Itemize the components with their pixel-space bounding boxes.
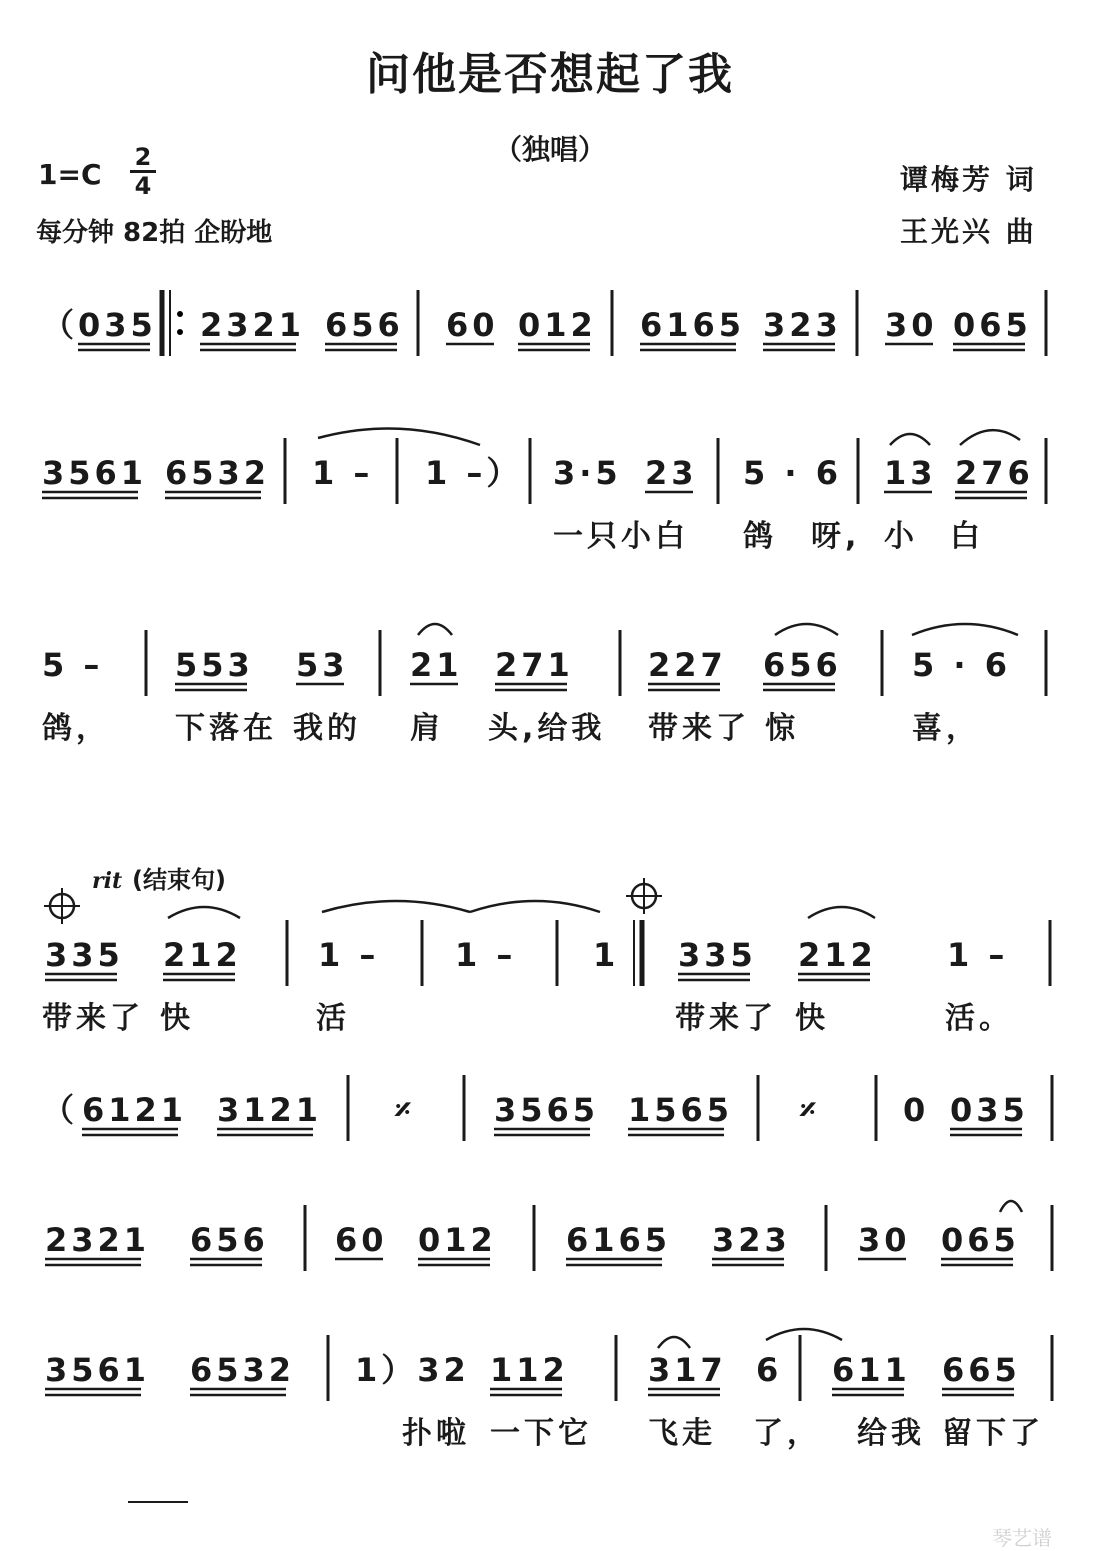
composer-credit: 王光兴 曲 [900,215,1037,248]
note-group: 3561 [45,1351,151,1389]
note-group: 5 · 6 [743,454,842,492]
note-group: 035 [950,1091,1029,1129]
lyric-text: 留下了 [942,1416,1044,1451]
lyric-text: 肩 [410,711,444,746]
slur-arc [658,1337,690,1348]
lyric-text: 我的 [293,711,361,746]
watermark-logo: 琴艺谱 [992,1526,1052,1550]
performance-type: （独唱） [493,133,606,166]
slur-arc [418,624,452,635]
note-group: 112 [490,1351,569,1389]
note-group: 1 – [312,454,374,492]
note-group: 0 [903,1091,930,1129]
lyric-text: 头,给我 [488,711,606,746]
note-group: 5 – [42,646,104,684]
note-group: 2321 [200,306,306,344]
note-group: 276 [955,454,1034,492]
slur-arc [766,1329,842,1340]
note-group: 553 [175,646,254,684]
note-group: 3565 [494,1091,600,1129]
slur-arc [318,429,480,445]
slur-arc [322,901,470,912]
lyric-text: 飞走 [648,1416,716,1451]
note-group: 656 [763,646,842,684]
note-group: 6532 [190,1351,296,1389]
note-group: 1 – [947,936,1009,974]
note-group: 065 [941,1221,1020,1259]
lyric-text: 一只小白 [553,519,689,554]
note-group: 3561 [42,454,148,492]
note-group: 012 [418,1221,497,1259]
lyric-text: 给我 [857,1416,925,1451]
slur-arc [960,430,1020,445]
note-group: 3·5 [553,454,622,492]
note-group: 212 [798,936,877,974]
time-signature-bottom: 4 [134,172,152,200]
note-group: 035 [78,306,157,344]
note-group: 1 – [318,936,380,974]
footer-line [128,1501,188,1503]
slur-arc [890,434,930,445]
lyric-text: 带来了 [648,711,750,746]
lyric-text: 鸽 [743,519,777,554]
note-group: 335 [45,936,124,974]
lyric-text: 白 [950,519,984,554]
lyric-text: 下落在 [175,711,277,746]
lyric-text: 带来了 [675,1001,777,1036]
slur-arc [808,907,875,918]
note-group: 212 [163,936,242,974]
note-group: 6 [756,1351,783,1389]
note-group: 611 [832,1351,911,1389]
note-group: 6121 [82,1091,188,1129]
note-group: 323 [763,306,842,344]
note-group: 317 [648,1351,727,1389]
note-group: 5 · 6 [912,646,1011,684]
tempo-marking: 每分钟 82拍 企盼地 [36,218,273,248]
time-signature-top: 2 [134,143,152,171]
note-group: 012 [518,306,597,344]
note-group: 065 [953,306,1032,344]
note-group: 656 [190,1221,269,1259]
note-group: 𝄎 [800,1091,820,1129]
note-group: 1）32 [355,1351,470,1389]
slur-arc [470,901,600,912]
lyric-text: 活。 [945,1001,1013,1036]
note-group: 1 –） [425,454,523,492]
note-group: 30 [885,306,938,344]
lyric-text: 鸽， [42,711,110,746]
note-group: 335 [678,936,757,974]
note-group: 13 [884,454,937,492]
note-group: 656 [325,306,404,344]
note-group: 6165 [640,306,746,344]
note-group: 2321 [45,1221,151,1259]
note-group: 1565 [628,1091,734,1129]
note-group: 6532 [165,454,271,492]
ending-note: (结束句) [132,866,226,894]
note-group: 53 [296,646,349,684]
lyric-text: 小 [884,519,918,554]
note-group: （ [42,306,79,344]
lyric-text: 快 [795,1001,829,1036]
note-group: 3121 [217,1091,323,1129]
lyric-text: 喜， [912,711,980,746]
note-group: 30 [858,1221,911,1259]
note-group: （ [42,1091,79,1129]
note-group: 271 [495,646,574,684]
note-group: 665 [942,1351,1021,1389]
note-group: 6165 [566,1221,672,1259]
lyric-text: 活 [316,1001,350,1036]
note-group: 21 [410,646,463,684]
ritardando-marking: rit [92,868,123,894]
note-group: 60 [446,306,499,344]
lyric-text: 了， [753,1416,821,1451]
lyric-text: 呀, [811,519,861,554]
lyric-text: 带来了 [42,1001,144,1036]
note-group: 𝄎 [395,1091,415,1129]
slur-arc [1000,1201,1022,1212]
note-group: 227 [648,646,727,684]
note-group: 1 [593,936,620,974]
note-group: 23 [645,454,698,492]
note-group: 323 [712,1221,791,1259]
lyricist-credit: 谭梅芳 词 [900,163,1037,196]
note-group: 60 [335,1221,388,1259]
repeat-dot [177,329,183,335]
page-title: 问他是否想起了我 [366,49,734,100]
key-signature: 1=C [38,158,102,191]
slur-arc [775,624,838,635]
slur-arc [912,624,1018,635]
lyric-text: 快 [160,1001,194,1036]
lyric-text: 扑啦 [402,1416,470,1451]
lyric-text: 一下它 [490,1416,592,1451]
lyric-text: 惊 [765,711,799,746]
note-group: 1 – [455,936,517,974]
repeat-dot [177,311,183,317]
slur-arc [168,907,240,918]
